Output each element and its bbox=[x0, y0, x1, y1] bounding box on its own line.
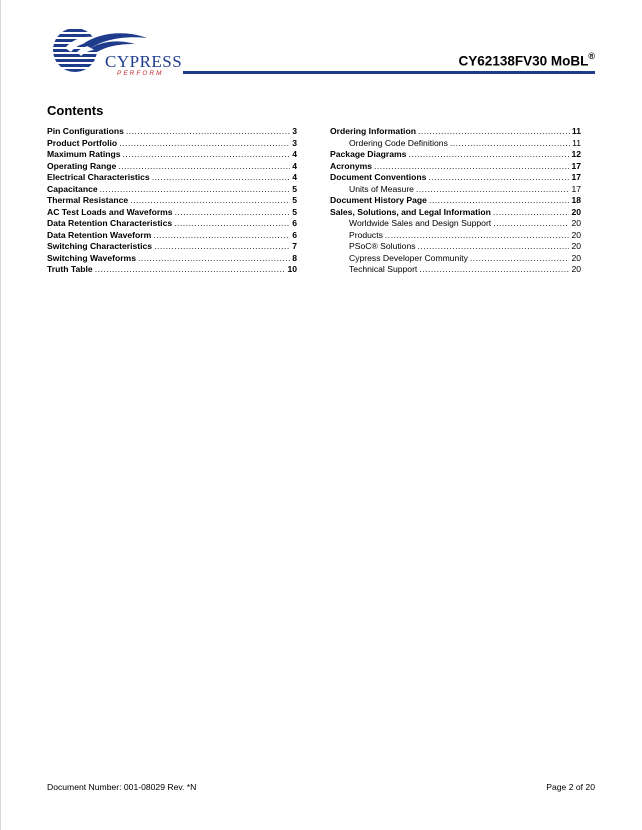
toc-entry-label[interactable]: Data Retention Characteristics bbox=[47, 218, 173, 228]
document-title-text: CY62138FV30 MoBL bbox=[458, 53, 589, 69]
registered-mark: ® bbox=[588, 51, 595, 61]
contents-heading: Contents bbox=[47, 103, 104, 118]
toc-entry-page[interactable]: 17 bbox=[571, 160, 581, 171]
toc-entry-label[interactable]: Switching Waveforms bbox=[47, 252, 136, 263]
toc-leader-dots bbox=[374, 161, 569, 173]
toc-leader-dots bbox=[175, 207, 291, 219]
toc-entry-page[interactable]: 17 bbox=[571, 183, 581, 194]
toc-entry-label[interactable]: Electrical Characteristics bbox=[47, 172, 150, 182]
toc-entry-page[interactable]: 3 bbox=[292, 126, 297, 136]
toc-entry-page[interactable]: 4 bbox=[292, 172, 297, 182]
toc-entry[interactable] bbox=[47, 126, 297, 138]
toc-entry-page[interactable]: 4 bbox=[292, 160, 297, 171]
toc-entry-page[interactable]: 11 bbox=[572, 137, 581, 148]
toc-entry-label[interactable]: Ordering Information bbox=[330, 126, 416, 136]
toc-leader-dots bbox=[153, 230, 290, 242]
toc-left-column bbox=[47, 126, 297, 276]
toc-leader-dots bbox=[429, 195, 569, 207]
toc-leader-dots bbox=[418, 241, 570, 253]
footer-page-number: Page 2 of 20 bbox=[546, 782, 595, 792]
toc-entry-label[interactable]: Switching Characteristics bbox=[47, 241, 153, 251]
toc-leader-dots bbox=[419, 264, 569, 276]
toc-entry-label[interactable]: Truth Table bbox=[47, 264, 93, 274]
toc-entry-page[interactable]: 5 bbox=[292, 206, 297, 217]
toc-entry[interactable] bbox=[330, 138, 581, 150]
toc-entry[interactable] bbox=[47, 161, 297, 173]
toc-entry-label[interactable]: Document History Page bbox=[330, 195, 427, 205]
toc-entry-page[interactable]: 4 bbox=[292, 149, 297, 159]
toc-leader-dots bbox=[493, 218, 569, 230]
toc-entry-label[interactable]: Worldwide Sales and Design Support bbox=[349, 218, 492, 228]
toc-entry-page[interactable]: 20 bbox=[571, 241, 581, 251]
toc-entry[interactable] bbox=[47, 149, 297, 161]
toc-entry[interactable] bbox=[330, 218, 581, 230]
toc-leader-dots bbox=[493, 207, 570, 219]
toc-entry-label[interactable]: Document Conventions bbox=[330, 172, 427, 182]
document-title bbox=[459, 52, 595, 69]
toc-entry-label[interactable]: Ordering Code Definitions bbox=[349, 137, 448, 148]
toc-entry[interactable] bbox=[47, 172, 297, 184]
toc-entry[interactable] bbox=[330, 230, 581, 242]
toc-entry[interactable] bbox=[47, 218, 297, 230]
toc-leader-dots bbox=[119, 138, 290, 150]
toc-entry[interactable] bbox=[47, 195, 297, 207]
toc-entry[interactable] bbox=[47, 241, 297, 253]
toc-entry[interactable] bbox=[330, 241, 581, 253]
toc-leader-dots bbox=[130, 195, 290, 207]
toc-entry-label[interactable]: Thermal Resistance bbox=[47, 195, 129, 205]
toc-leader-dots bbox=[174, 218, 290, 230]
toc-entry-page[interactable]: 12 bbox=[571, 149, 581, 159]
toc-entry[interactable] bbox=[47, 207, 297, 219]
toc-entry-label[interactable]: Sales, Solutions, and Legal Information bbox=[330, 206, 491, 217]
toc-leader-dots bbox=[470, 253, 570, 265]
toc-leader-dots bbox=[118, 161, 290, 173]
toc-entry-page[interactable]: 8 bbox=[292, 252, 297, 263]
toc-leader-dots bbox=[152, 172, 291, 184]
toc-entry-label[interactable]: Cypress Developer Community bbox=[349, 252, 468, 263]
toc-leader-dots bbox=[123, 149, 291, 161]
toc-entry-page[interactable]: 5 bbox=[292, 183, 297, 194]
toc-entry-label[interactable]: Technical Support bbox=[349, 264, 418, 274]
toc-entry[interactable] bbox=[330, 149, 581, 161]
toc-entry-page[interactable]: 6 bbox=[292, 218, 297, 228]
toc-entry-page[interactable]: 6 bbox=[292, 229, 297, 240]
toc-leader-dots bbox=[450, 138, 570, 150]
toc-entry[interactable] bbox=[47, 264, 297, 276]
header-rule bbox=[183, 71, 595, 74]
toc-entry-label[interactable]: Operating Range bbox=[47, 160, 117, 171]
toc-entry-page[interactable]: 5 bbox=[292, 195, 297, 205]
toc-leader-dots bbox=[416, 184, 569, 196]
toc-entry[interactable] bbox=[330, 126, 581, 138]
page-edge bbox=[0, 0, 1, 830]
toc-entry-label[interactable]: Products bbox=[349, 229, 383, 240]
toc-entry-label[interactable]: PSoC® Solutions bbox=[349, 241, 416, 251]
toc-entry[interactable] bbox=[330, 207, 581, 219]
toc-entry-label[interactable]: Maximum Ratings bbox=[47, 149, 121, 159]
toc-leader-dots bbox=[126, 126, 290, 138]
toc-entry-label[interactable]: Units of Measure bbox=[349, 183, 414, 194]
toc-entry-page[interactable]: 20 bbox=[571, 218, 581, 228]
toc-entry[interactable] bbox=[330, 195, 581, 207]
logo-wordmark: CYPRESS bbox=[105, 52, 183, 71]
toc-entry[interactable] bbox=[330, 253, 581, 265]
toc-leader-dots bbox=[100, 184, 291, 196]
toc-entry[interactable] bbox=[47, 230, 297, 242]
toc-entry[interactable] bbox=[330, 184, 581, 196]
toc-entry[interactable] bbox=[47, 184, 297, 196]
toc-entry[interactable] bbox=[47, 138, 297, 150]
toc-leader-dots bbox=[385, 230, 570, 242]
toc-entry-label[interactable]: Capacitance bbox=[47, 183, 98, 194]
toc-entry-page[interactable]: 20 bbox=[571, 252, 581, 263]
logo-tagline: PERFORM bbox=[117, 70, 164, 77]
toc-entry-page[interactable]: 7 bbox=[292, 241, 297, 251]
toc-entry-page[interactable]: 10 bbox=[287, 264, 297, 274]
toc-leader-dots bbox=[418, 126, 570, 138]
toc-entry-label[interactable]: Pin Configurations bbox=[47, 126, 124, 136]
toc-leader-dots bbox=[428, 172, 569, 184]
toc-entry-page[interactable]: 20 bbox=[571, 206, 581, 217]
toc-entry[interactable] bbox=[330, 172, 581, 184]
toc-entry-page[interactable]: 11 bbox=[571, 126, 581, 136]
toc-entry-page[interactable]: 3 bbox=[292, 137, 297, 148]
toc-entry-label[interactable]: Package Diagrams bbox=[330, 149, 407, 159]
toc-entry-page[interactable]: 17 bbox=[571, 172, 581, 182]
toc-entry[interactable] bbox=[330, 264, 581, 276]
toc-entry-label[interactable]: Product Portfolio bbox=[47, 137, 118, 148]
toc-leader-dots bbox=[408, 149, 569, 161]
toc-entry[interactable] bbox=[47, 253, 297, 265]
toc-entry-label[interactable]: AC Test Loads and Waveforms bbox=[47, 206, 173, 217]
toc-entry-page[interactable]: 20 bbox=[571, 229, 581, 240]
toc-entry-label[interactable]: Acronyms bbox=[330, 160, 373, 171]
footer-document-number: Document Number: 001-08029 Rev. *N bbox=[47, 782, 197, 792]
toc-leader-dots bbox=[95, 264, 286, 276]
toc-entry-label[interactable]: Data Retention Waveform bbox=[47, 229, 152, 240]
toc-entry-page[interactable]: 20 bbox=[571, 264, 581, 274]
toc-leader-dots bbox=[138, 253, 290, 265]
toc-entry[interactable] bbox=[330, 161, 581, 173]
toc-leader-dots bbox=[154, 241, 290, 253]
toc-entry-page[interactable]: 18 bbox=[571, 195, 581, 205]
toc-right-column bbox=[330, 126, 581, 276]
